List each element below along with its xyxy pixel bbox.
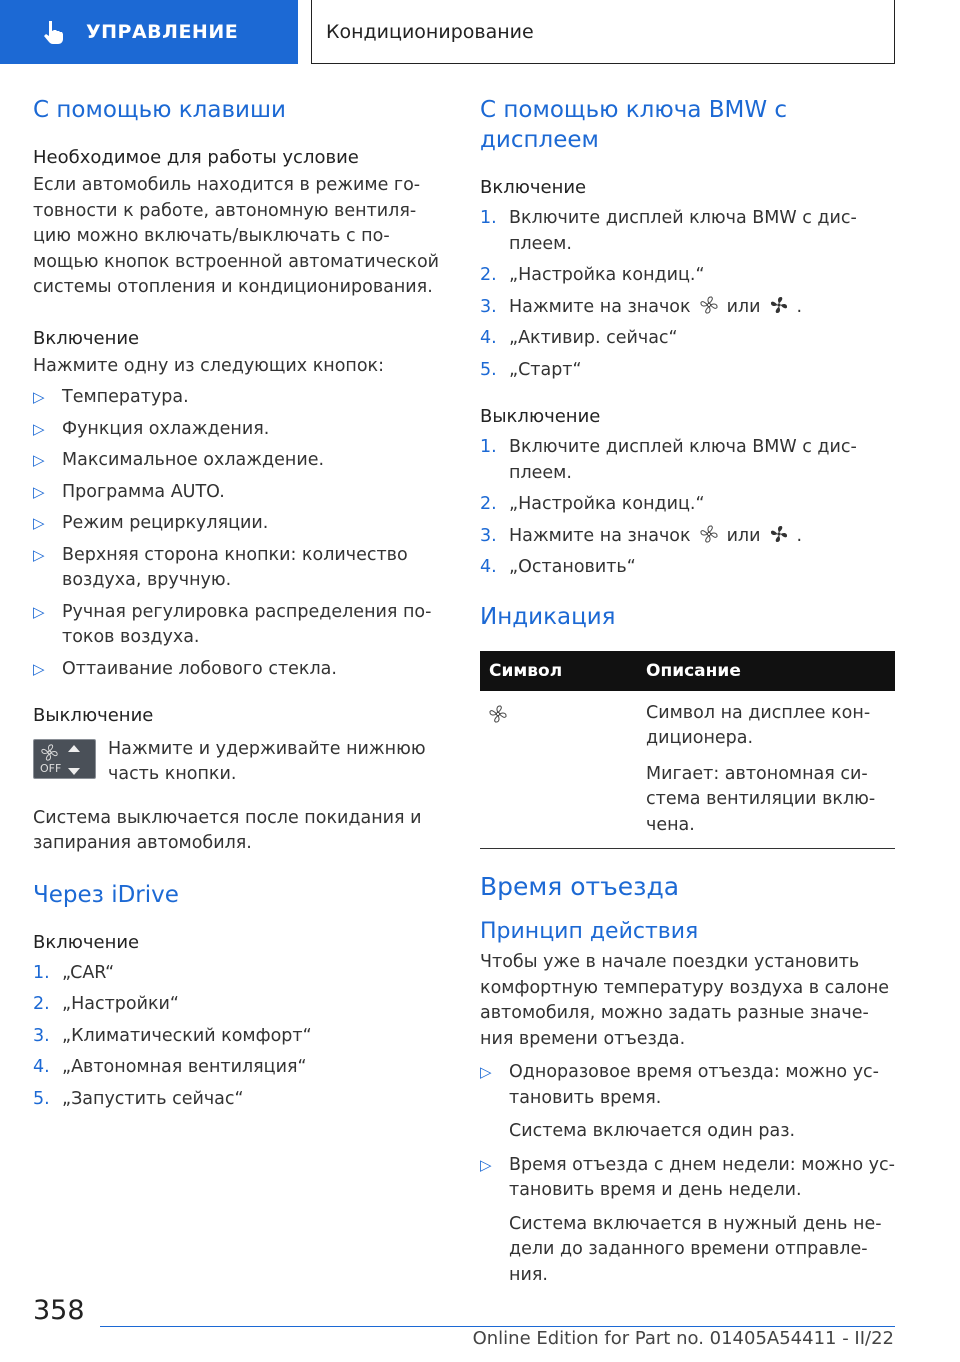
list-item: ▷ Оттаивание лобового стекла. [33, 657, 447, 683]
subheading-principle: Принцип действия [480, 918, 699, 944]
section-heading-indication: Индикация [480, 603, 616, 630]
list-item: 1. „CAR“ [33, 962, 115, 983]
list-item-note: Система включается в нужный день не-дели до заданного времени отправле-ния. [509, 1213, 882, 1285]
bullet-triangle-icon: ▷ [33, 514, 45, 533]
footer-edition: Online Edition for Part no. 01405A54411 - II/22 [472, 1328, 894, 1349]
section-tab [0, 0, 298, 64]
list-item: 1. Включите дисплей ключа BMW с дис-плеем. [480, 437, 857, 483]
symbol-blink-description: Мигает: автономная си-стема вентиляции вклю-чена. [646, 763, 876, 835]
fan-bold-icon [769, 524, 789, 544]
key-on-heading: Включение [480, 176, 587, 198]
list-item: ▷ Ручная регулировка распределения по-токов воздуха. [33, 600, 447, 651]
table-header-description: Описание [626, 651, 895, 691]
list-item: 3. „Климатический комфорт“ [33, 1025, 312, 1046]
symbol-description: Символ на дисплее кон-диционера. [646, 702, 871, 749]
fan-icon [699, 295, 719, 315]
idrive-on-heading: Включение [33, 931, 140, 953]
off-label: OFF [40, 761, 62, 775]
fan-off-button-image [33, 739, 96, 779]
list-item: ▷ Одноразовое время отъезда: можно ус-тановить время. [480, 1060, 895, 1111]
fan-icon [699, 524, 719, 544]
on-heading: Включение [33, 327, 140, 349]
list-item: ▷ Верхняя сторона кнопки: количество воздуха, вручную. [33, 543, 447, 594]
list-item: 3. Нажмите на значок или . [480, 525, 803, 546]
list-item: 2. „Настройка кондиц.“ [480, 494, 705, 515]
off-instruction [33, 737, 447, 788]
principle-text: Чтобы уже в начале поездки установить комфортную температуру воздуха в салоне автомобиля, можно задать разные значе-ния времени отъезда. [480, 952, 890, 1049]
bullet-triangle-icon: ▷ [33, 388, 45, 407]
bullet-triangle-icon: ▷ [33, 451, 45, 470]
condition-text: Если автомобиль находится в режиме го-товности к работе, автономную вентиля-цию можно включать/выключать с по-мощью кнопок встроенной автоматической системы отопления и кондиционирования. [33, 175, 440, 298]
key-off-heading: Выключение [480, 406, 601, 428]
section-heading-key: С помощью клавиши [33, 97, 286, 123]
on-text: Нажмите одну из следующих кнопок: [33, 355, 385, 376]
section-heading-idrive: Через iDrive [33, 881, 179, 908]
table-row [480, 691, 895, 849]
list-item: 5. „Старт“ [480, 359, 582, 380]
list-item: 3. Нажмите на значок или . [480, 296, 803, 317]
section-heading-departure: Время отъезда [480, 872, 680, 902]
list-item: ▷ Максимальное охлаждение. [33, 448, 447, 474]
bullet-triangle-icon: ▷ [33, 659, 45, 678]
list-item: 2. „Настройки“ [33, 994, 179, 1015]
list-item: 2. „Настройка кондиц.“ [480, 265, 705, 286]
condition-heading: Необходимое для работы условие [33, 146, 359, 168]
list-item: ▷ Время отъезда с днем недели: можно ус-тановить время и день недели. [480, 1153, 895, 1204]
page-number: 358 [33, 1295, 85, 1326]
list-item: ▷ Функция охлаждения. [33, 417, 447, 443]
right-column [480, 96, 895, 1288]
off-note: Система выключается после покидания и запирания автомобиля. [33, 807, 422, 854]
footer-divider [100, 1326, 895, 1327]
bullet-triangle-icon: ▷ [33, 482, 45, 501]
list-item-note: Система включается один раз. [509, 1121, 796, 1142]
list-item: ▷ Режим рециркуляции. [33, 511, 447, 537]
section-title: УПРАВЛЕНИЕ [86, 21, 239, 43]
left-column [33, 96, 447, 1112]
list-item: 5. „Запустить сейчас“ [33, 1088, 244, 1109]
fan-icon [488, 704, 508, 724]
list-item: ▷ Программа AUTO. [33, 480, 447, 506]
list-item: ▷ Температура. [33, 385, 447, 411]
bullet-triangle-icon: ▷ [33, 545, 45, 564]
bullet-triangle-icon: ▷ [480, 1155, 492, 1174]
list-item: 1. Включите дисплей ключа BMW с дис-плеем. [480, 208, 857, 254]
fan-bold-icon [769, 295, 789, 315]
list-item: 4. „Активир. сейчас“ [480, 328, 678, 349]
chapter-title: Кондиционирование [311, 0, 895, 64]
list-item: 4. „Автономная вентиляция“ [33, 1057, 307, 1078]
section-heading-key-display: С помощью ключа BMW с дисплеем [480, 97, 788, 153]
bullet-triangle-icon: ▷ [33, 602, 45, 621]
bullet-triangle-icon: ▷ [480, 1063, 492, 1082]
hand-pointer-icon [42, 19, 66, 45]
table-header-symbol: Символ [480, 651, 626, 691]
bullet-triangle-icon: ▷ [33, 419, 45, 438]
off-text: Нажмите и удерживайте нижнюю часть кнопки. [108, 738, 426, 785]
list-item: 4. „Остановить“ [480, 557, 636, 578]
symbol-table [480, 651, 895, 850]
off-heading: Выключение [33, 705, 154, 727]
